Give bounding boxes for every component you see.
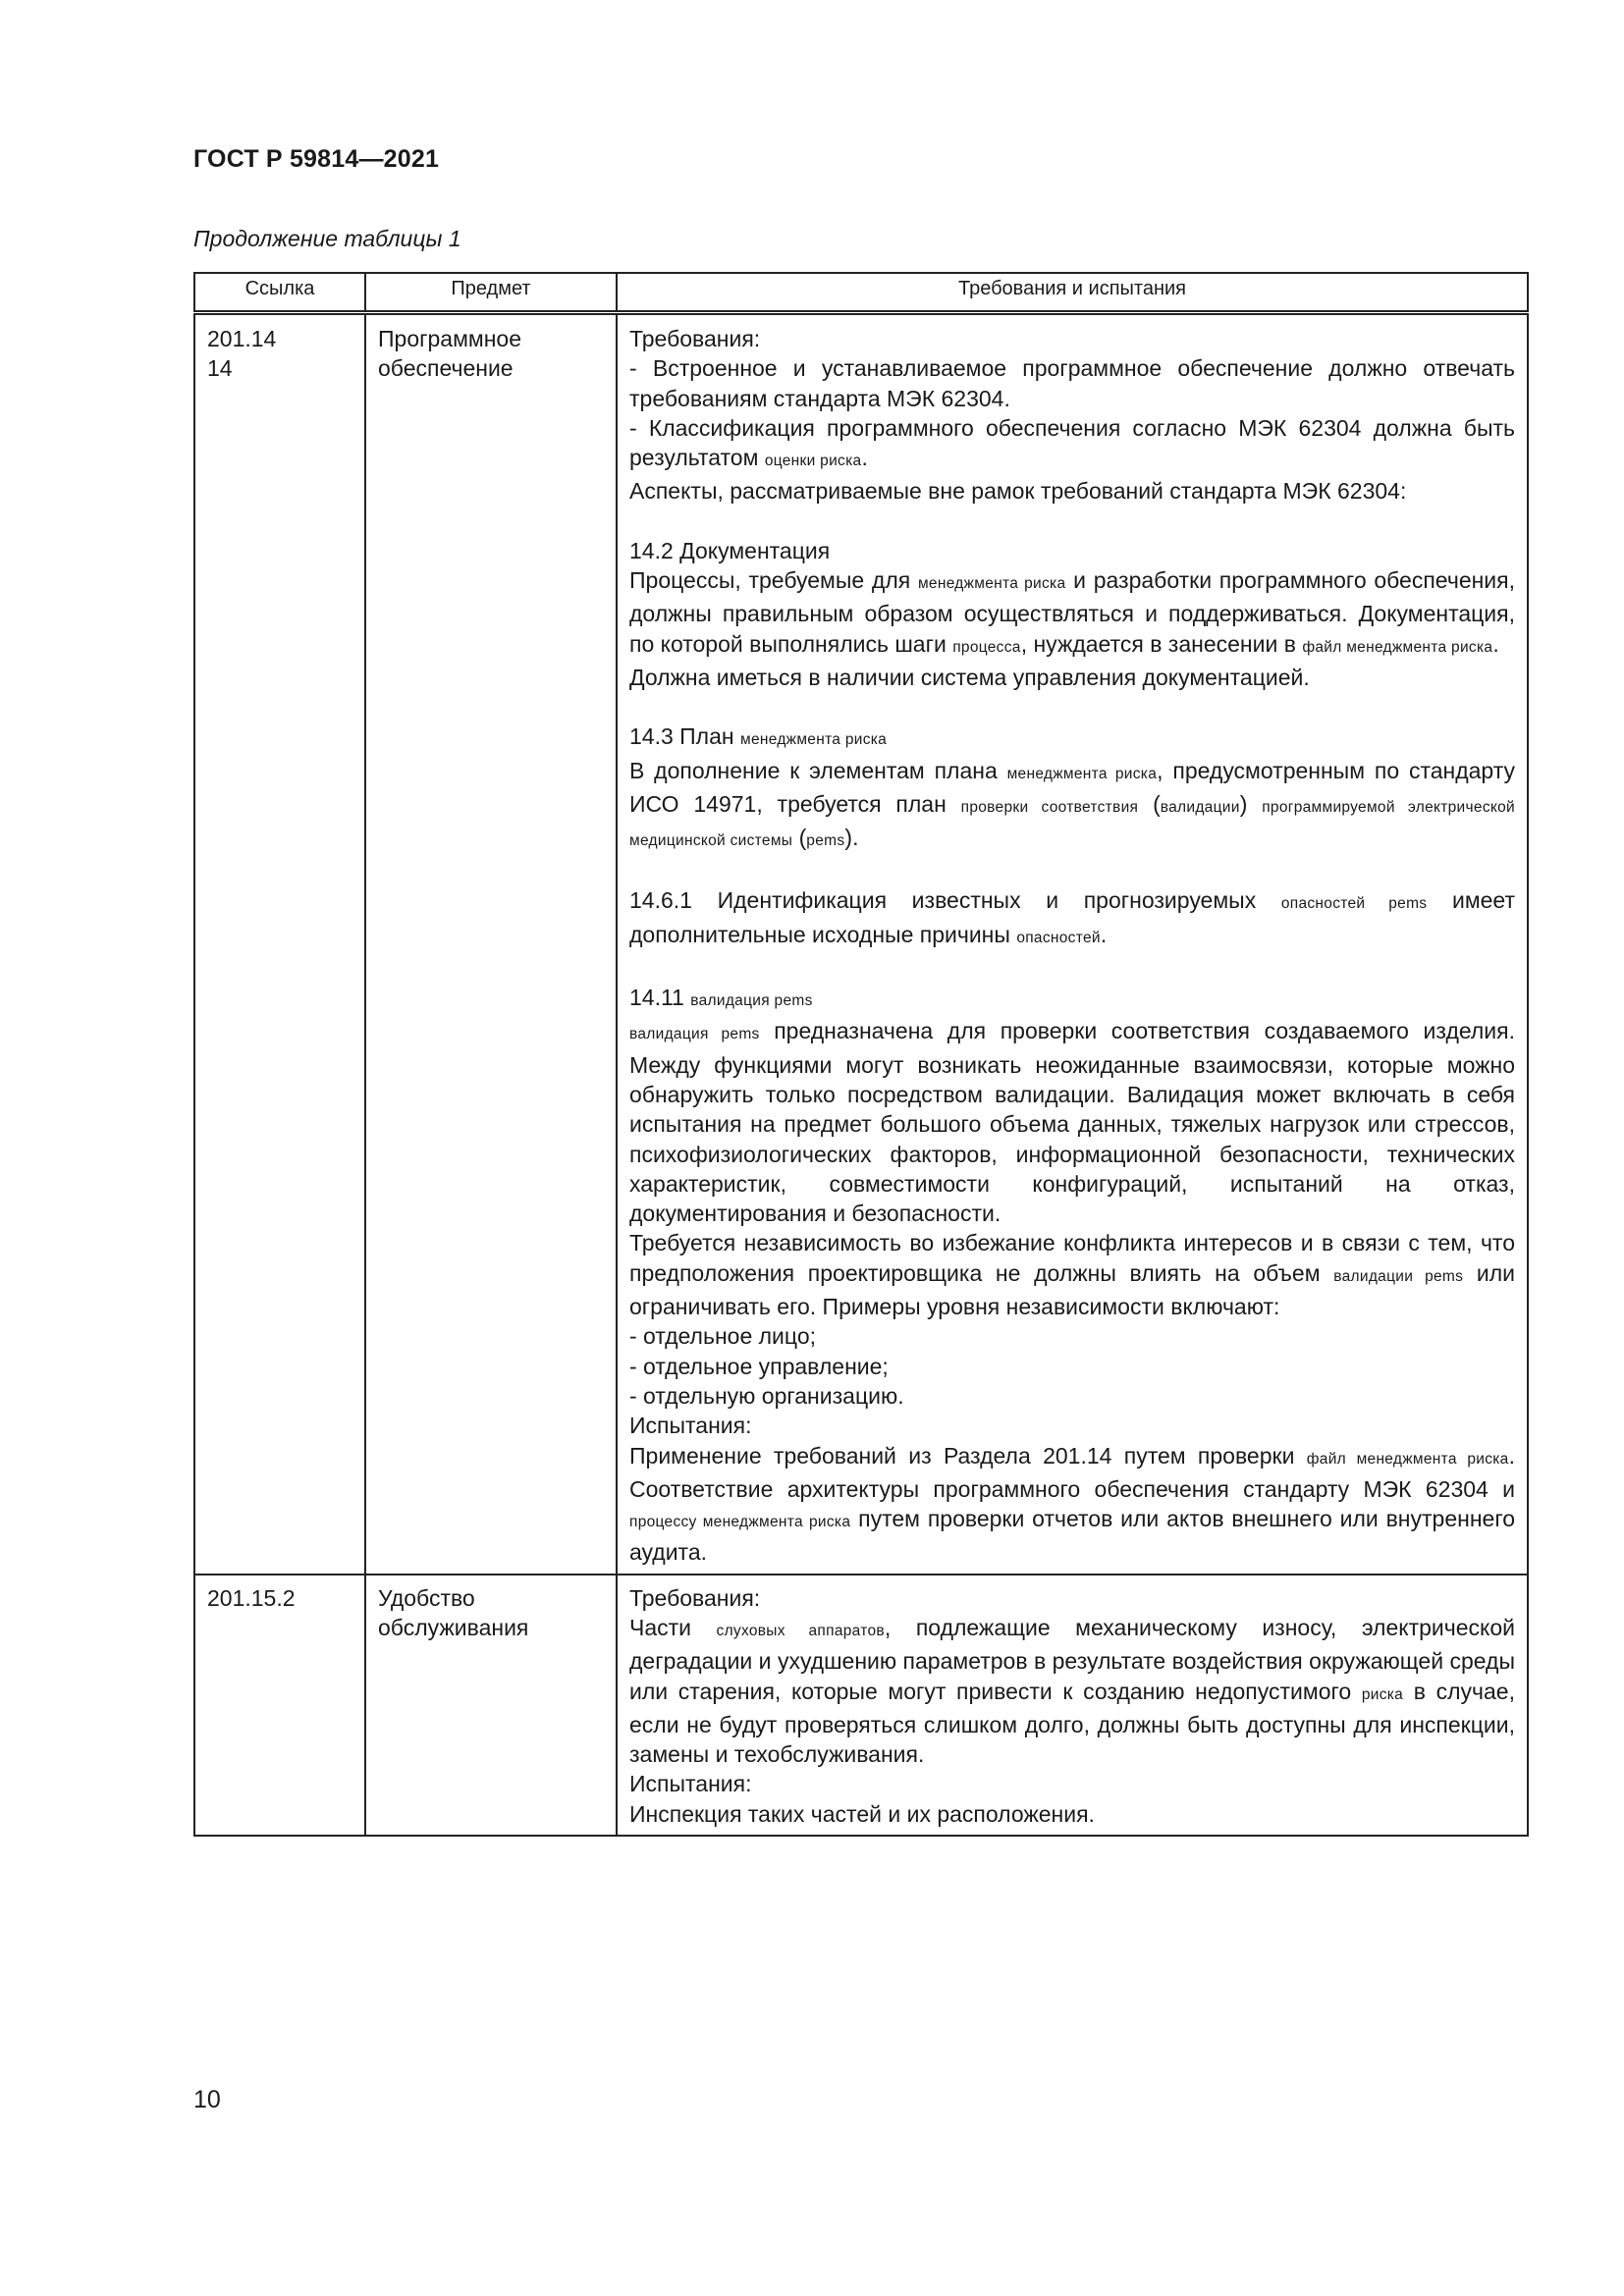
row-subject: Программное обеспечение [365, 313, 617, 1575]
section-paragraph: валидация pems предназначена для проверки соответствия создаваемого изделия. Между функциями могут возникать неожиданные взаимосвязи, которые можно обнаружить только посредством валидации. Валидация может включать в себя испытания на предмет большого объема данных, тяжелых нагрузок или стрессов, психофизиологических факторов, информационной безопасности, технических характеристик, совместимости конфигураций, испытаний на отказ, документирования и безопасности. [629, 1018, 1516, 1227]
table-row [194, 313, 1528, 1575]
reference-main: 201.14 [207, 326, 277, 351]
section-title: 14.3 План менеджмента риска [629, 723, 888, 750]
section-paragraph: Требуется независимость во избежание конфликта интересов и в связи с тем, что предположения проектировщика не должны влиять на объем валидации pems или ограничивать его. Примеры уровня независимости включают: [629, 1230, 1515, 1320]
row-requirements [617, 313, 1528, 1575]
requirement-item: Части слуховых аппаратов, подлежащие механическому износу, электрической деградации и ухудшению параметров в результате воздействия окружающей среды или старения, которые могут привести к созданию недопустимого риска в случае, если не будут проверяться слишком долго, должны быть доступны для инспекции, замены и техобслуживания. [629, 1614, 1515, 1768]
row-requirements [617, 1575, 1528, 1836]
requirements-table [193, 272, 1527, 1837]
list-item: - отдельную организацию. [629, 1382, 904, 1409]
tests-paragraph: Инспекция таких частей и их расположения. [629, 1800, 1095, 1827]
row-reference [194, 313, 365, 1575]
page-number: 10 [193, 2086, 221, 2113]
tests-label: Испытания: [629, 1413, 752, 1439]
header-subject: Предмет [365, 273, 617, 313]
header-requirements: Требования и испытания [617, 273, 1528, 313]
table-header-row [194, 273, 1528, 313]
requirements-label: Требования: [629, 1584, 761, 1611]
requirements-label: Требования: [629, 326, 761, 351]
reference-sub: 14 [207, 355, 233, 382]
table-row [194, 1575, 1528, 1836]
document-code: ГОСТ Р 59814—2021 [193, 145, 440, 173]
section-paragraph: Должна иметься в наличии система управления документацией. [629, 664, 1310, 690]
table-caption: Продолжение таблицы 1 [193, 226, 461, 251]
header-reference: Ссылка [194, 273, 365, 313]
requirement-item: Аспекты, рассматриваемые вне рамок требований стандарта МЭК 62304: [629, 478, 1407, 505]
list-item: - отдельное лицо; [629, 1323, 816, 1350]
row-reference: 201.15.2 [194, 1575, 365, 1836]
tests-label: Испытания: [629, 1771, 752, 1797]
section-paragraph: В дополнение к элементам плана менеджмента риска, предусмотренным по стандарту ИСО 14971, требуется план проверки соответствия (валидации) программируемой электрической медицинской системы (pems). [629, 757, 1516, 851]
list-item: - отдельное управление; [629, 1353, 889, 1379]
tests-paragraph: Применение требований из Раздела 201.14 путем проверки файл менеджмента риска. Соответствие архитектуры программного обеспечения стандарту МЭК 62304 и процессу менеджмента риска путем проверки отчетов или актов внешнего или внутреннего аудита. [629, 1442, 1515, 1566]
requirement-item: - Классификация программного обеспечения согласно МЭК 62304 должна быть результатом оценки риска. [629, 414, 1515, 471]
requirement-item: - Встроенное и устанавливаемое программное обеспечение должно отвечать требованиям стандарта МЭК 62304. [629, 355, 1515, 411]
section-paragraph: 14.6.1 Идентификация известных и прогнозируемых опасностей pems имеет дополнительные исходные причины опасностей. [629, 887, 1515, 947]
section-title: 14.11 валидация pems [629, 985, 813, 1011]
row-subject: Удобство обслуживания [365, 1575, 617, 1836]
section-title: 14.2 Документация [629, 537, 831, 563]
section-paragraph: Процессы, требуемые для менеджмента риска и разработки программного обеспечения, должны правильным образом осуществляться и поддерживаться. Документация, по которой выполнялись шаги процесса, нуждается в занесении в файл менеджмента риска. [629, 567, 1515, 657]
